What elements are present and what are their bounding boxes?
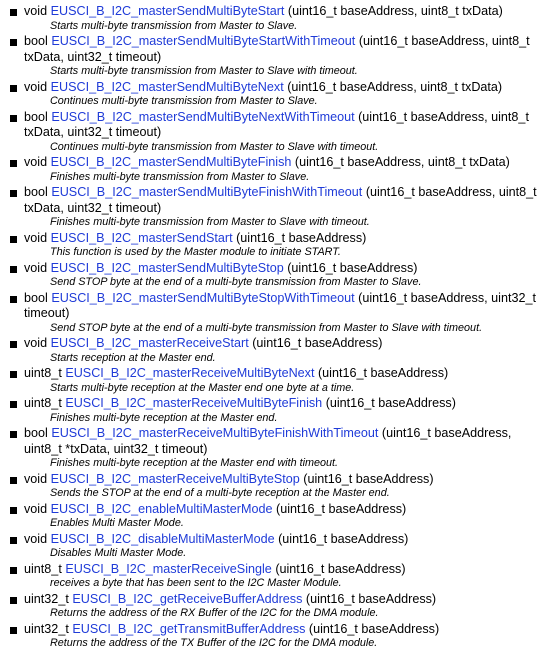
bullet-icon [10, 160, 17, 167]
function-params: (uint16_t baseAddress) [236, 230, 367, 245]
function-entry [4, 231, 544, 260]
bullet-icon [10, 115, 17, 122]
function-description: Finishes multi-byte reception at the Master end. [50, 411, 278, 424]
function-description: Continues multi-byte transmission from Master to Slave with timeout. [50, 140, 379, 153]
function-signature [24, 426, 544, 457]
function-link[interactable]: EUSCI_B_I2C_masterSendMultiByteStartWithTimeout [51, 34, 356, 48]
function-params: (uint16_t baseAddress, uint32_t timeout) [24, 290, 536, 320]
function-entry [4, 562, 544, 591]
return-type: void [24, 471, 48, 486]
function-params: (uint16_t baseAddress) [287, 260, 418, 275]
function-signature [24, 396, 544, 412]
function-link[interactable]: EUSCI_B_I2C_disableMultiMasterMode [50, 531, 275, 546]
function-signature [24, 622, 544, 638]
function-signature [24, 261, 544, 277]
bullet-icon [10, 85, 17, 92]
bullet-icon [10, 371, 17, 378]
function-signature [24, 110, 544, 141]
function-params: (uint16_t baseAddress) [305, 591, 437, 606]
function-params: (uint16_t baseAddress) [276, 501, 407, 516]
function-link[interactable]: EUSCI_B_I2C_masterReceiveMultiByteStop [50, 471, 300, 486]
function-description: Finishes multi-byte reception at the Master end with timeout. [50, 457, 339, 469]
function-entry [4, 502, 544, 531]
function-params: (uint16_t baseAddress) [308, 621, 440, 636]
function-params: (uint16_t baseAddress) [278, 531, 409, 546]
bullet-icon [10, 537, 17, 544]
bullet-icon [10, 431, 17, 438]
function-link[interactable]: EUSCI_B_I2C_masterSendMultiByteNext [50, 79, 284, 94]
function-link[interactable]: EUSCI_B_I2C_enableMultiMasterMode [50, 501, 273, 516]
function-signature [24, 336, 544, 352]
bullet-icon [10, 9, 17, 16]
return-type: void [24, 4, 48, 18]
function-signature [24, 291, 544, 322]
function-entry [4, 261, 544, 290]
bullet-icon [10, 266, 17, 273]
bullet-icon [10, 190, 17, 197]
function-params: (uint16_t baseAddress, uint8_t txData, uint32_t timeout) [24, 109, 529, 139]
function-entry [4, 396, 544, 425]
function-signature [24, 532, 544, 548]
function-link[interactable]: EUSCI_B_I2C_masterReceiveMultiByteFinish [65, 396, 323, 410]
function-entry [4, 80, 544, 109]
function-link[interactable]: EUSCI_B_I2C_masterSendMultiByteStop [50, 260, 284, 275]
bullet-icon [10, 477, 17, 484]
function-link[interactable]: EUSCI_B_I2C_masterSendMultiByteStopWithTimeout [51, 290, 355, 305]
function-entry [4, 185, 544, 229]
return-type: bool [24, 290, 48, 305]
function-description: Starts reception at the Master end. [50, 351, 216, 364]
function-link[interactable]: EUSCI_B_I2C_masterSendMultiByteStart [50, 4, 285, 18]
function-entry [4, 34, 544, 78]
function-params: (uint16_t baseAddress) [303, 471, 434, 486]
bullet-icon [10, 507, 17, 514]
return-type: void [24, 79, 48, 94]
function-description: Finishes multi-byte transmission from Master to Slave with timeout. [50, 216, 370, 228]
function-params: (uint16_t baseAddress) [252, 336, 383, 350]
bullet-icon [10, 39, 17, 46]
function-signature [24, 4, 544, 20]
function-description: Returns the address of the RX Buffer of the I2C for the DMA module. [50, 607, 379, 619]
bullet-icon [10, 627, 17, 634]
function-description: Starts multi-byte transmission from Master to Slave with timeout. [50, 65, 358, 77]
function-entry [4, 4, 544, 33]
function-link[interactable]: EUSCI_B_I2C_getTransmitBufferAddress [72, 621, 306, 636]
return-type: uint8_t [24, 366, 62, 380]
bullet-icon [10, 597, 17, 604]
function-description: Send STOP byte at the end of a multi-byte transmission from Master to Slave. [50, 276, 422, 288]
function-link[interactable]: EUSCI_B_I2C_masterReceiveMultiByteFinishWithTimeout [51, 426, 379, 440]
bullet-icon [10, 401, 17, 408]
function-params: (uint16_t baseAddress, uint8_t txData) [287, 79, 503, 94]
function-description: Starts multi-byte transmission from Master to Slave. [50, 19, 298, 32]
return-type: bool [24, 34, 48, 48]
return-type: uint8_t [24, 561, 62, 576]
function-signature [24, 472, 544, 488]
return-type: void [24, 531, 48, 546]
function-description: Sends the STOP at the end of a multi-byte reception at the Master end. [50, 487, 390, 499]
function-description: This function is used by the Master module to initiate START. [50, 246, 341, 258]
function-signature [24, 562, 544, 578]
return-type: bool [24, 185, 48, 199]
function-params: (uint16_t baseAddress, uint8_t txData) [294, 155, 510, 169]
function-signature [24, 185, 544, 216]
function-description: Finishes multi-byte transmission from Master to Slave. [50, 170, 310, 183]
function-entry [4, 532, 544, 561]
function-description: Returns the address of the TX Buffer of the I2C for the DMA module. [50, 637, 378, 649]
return-type: void [24, 501, 48, 516]
function-link[interactable]: EUSCI_B_I2C_masterSendMultiByteNextWithTimeout [51, 109, 355, 124]
function-params: (uint16_t baseAddress) [317, 366, 449, 380]
function-params: (uint16_t baseAddress) [275, 561, 406, 576]
bullet-icon [10, 567, 17, 574]
function-signature [24, 34, 544, 65]
return-type: uint8_t [24, 396, 62, 410]
return-type: void [24, 336, 48, 350]
function-entry [4, 155, 544, 184]
function-link[interactable]: EUSCI_B_I2C_masterSendStart [50, 230, 233, 245]
function-params: (uint16_t baseAddress) [325, 396, 456, 410]
function-entry [4, 592, 544, 621]
function-entry [4, 622, 544, 651]
function-description: Send STOP byte at the end of a multi-byte transmission from Master to Slave with timeout. [50, 321, 483, 334]
function-link[interactable]: EUSCI_B_I2C_masterReceiveSingle [65, 561, 272, 576]
return-type: uint32_t [24, 621, 69, 636]
bullet-icon [10, 236, 17, 243]
function-signature [24, 231, 544, 247]
function-entry [4, 366, 544, 395]
return-type: void [24, 230, 48, 245]
function-params: (uint16_t baseAddress, uint8_t txData, uint32_t timeout) [24, 185, 537, 215]
function-signature [24, 592, 544, 608]
function-signature [24, 366, 544, 382]
bullet-icon [10, 341, 17, 348]
function-params: (uint16_t baseAddress, uint8_t txData, uint32_t timeout) [24, 34, 530, 64]
function-entry [4, 426, 544, 470]
function-params: (uint16_t baseAddress, uint8_t txData) [287, 4, 503, 18]
function-params: (uint16_t baseAddress, uint8_t *txData, uint32_t timeout) [24, 426, 512, 456]
function-entry [4, 472, 544, 501]
function-description: Disables Multi Master Mode. [50, 547, 187, 559]
function-link[interactable]: EUSCI_B_I2C_getReceiveBufferAddress [72, 591, 303, 606]
return-type: bool [24, 426, 48, 440]
function-entry [4, 110, 544, 154]
function-signature [24, 155, 544, 171]
return-type: bool [24, 109, 48, 124]
function-link[interactable]: EUSCI_B_I2C_masterReceiveStart [50, 336, 249, 350]
bullet-icon [10, 296, 17, 303]
function-signature [24, 502, 544, 518]
function-entry [4, 336, 544, 365]
return-type: uint32_t [24, 591, 69, 606]
function-link[interactable]: EUSCI_B_I2C_masterSendMultiByteFinish [50, 155, 292, 169]
function-entry [4, 291, 544, 335]
function-signature [24, 80, 544, 96]
function-description: Continues multi-byte transmission from Master to Slave. [50, 95, 318, 107]
return-type: void [24, 260, 48, 275]
function-description: Starts multi-byte reception at the Master end one byte at a time. [50, 381, 355, 394]
function-description: receives a byte that has been sent to the I2C Master Module. [50, 577, 342, 589]
function-link[interactable]: EUSCI_B_I2C_masterReceiveMultiByteNext [65, 366, 315, 380]
return-type: void [24, 155, 48, 169]
function-description: Enables Multi Master Mode. [50, 517, 184, 529]
function-link[interactable]: EUSCI_B_I2C_masterSendMultiByteFinishWithTimeout [51, 185, 363, 199]
